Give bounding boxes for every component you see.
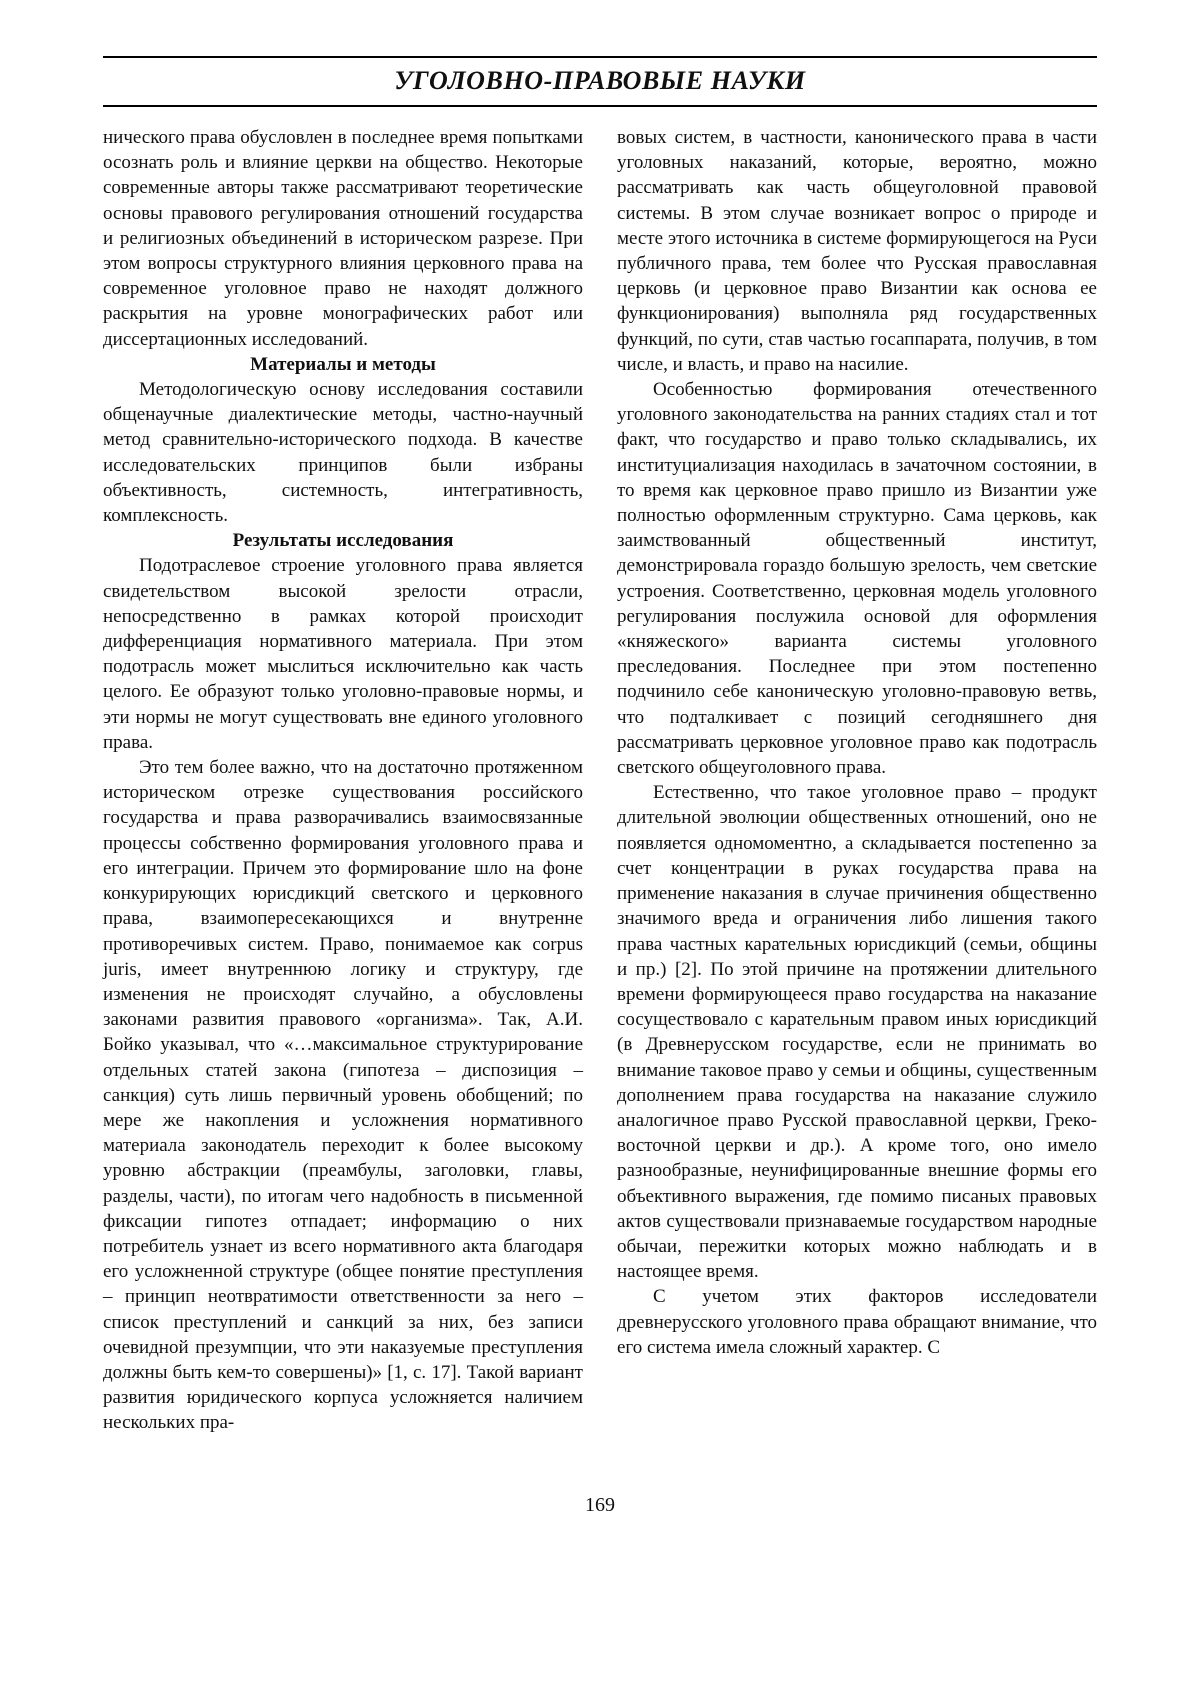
header-rule-bottom: [103, 105, 1097, 107]
paragraph-methods: Методологическую основу исследования составили общенаучные диалектические методы, частно-научный метод сравнительно-исторического подхода. В качестве исследовательских принципов были избраны объективность, системность, интегративность, комплексность.: [103, 379, 583, 527]
paragraph-continuation: вовых систем, в частности, канонического права в части уголовных наказаний, которые, вероятно, можно рассматривать как часть общеуголовной правовой системы. В этом случае возникает вопрос о природе и месте этого источника в системе формирующегося на Руси публичного права, тем более что Русская православная церковь (и церковное право Византии как основа ее функционирования) выполняла ряд государственных функций, по сути, став частью госаппарата, получив, в том числе, и власть, и право на насилие.: [617, 127, 1097, 375]
paragraph-results-2: Это тем более важно, что на достаточно протяженном историческом отрезке существования российского государства и права разворачивались взаимосвязанные процессы собственно формирования уголовного права и его интеграции. Причем это формирование шло на фоне конкурирующих юрисдикций светского и церковного права, взаимопересекающихся и внутренне противоречивых систем. Право, понимаемое как corpus juris, имеет внутреннюю логику и структуру, где изменения не происходят случайно, а обусловлены законами развития правового «организма». Так, А.И. Бойко указывал, что «…максимальное структурирование отдельных статей закона (гипотеза – диспозиция – санкция) суть лишь первичный уровень обобщений; по мере же накопления и усложнения нормативного материала законодатель переходит к более высокому уровню абстракции (преамбулы, заголовки, главы, разделы, части), по итогам чего надобность в письменной фиксации гипотез отпадает; информацию о них потребитель узнает из всего нормативного акта благодаря его усложненной структуре (общее понятие преступления – принцип неотвратимости ответственности за него – список преступлений и санкций за них, без записи очевидной презумпции, что эти наказуемые преступления должны быть кем-то совершены)» [1, с. 17]. Такой вариант развития юридического корпуса усложняется наличием нескольких пра-: [103, 757, 583, 1434]
right-column: [617, 125, 1097, 1436]
page-number: 169: [585, 1494, 615, 1516]
paragraph-results-1: Подотраслевое строение уголовного права является свидетельством высокой зрелости отрасли, непосредственно в рамках которой происходит дифференциация нормативного материала. При этом подотрасль может мыслиться исключительно как часть целого. Ее образуют только уголовно-правовые нормы, и эти нормы не могут существовать вне единого уголовного права.: [103, 555, 583, 753]
paragraph: С учетом этих факторов исследователи древнерусского уголовного права обращают внимание, что его система имела сложный характер. С: [617, 1286, 1097, 1358]
running-head-title: УГОЛОВНО-ПРАВОВЫЕ НАУКИ: [394, 66, 806, 95]
section-heading-materials-methods: Материалы и методы: [250, 353, 436, 375]
paragraph: Особенностью формирования отечественного уголовного законодательства на ранних стадиях стал и тот факт, что государство и право только складывались, их институциализация находилась в зачаточном состоянии, в то время как церковное право пришло из Византии уже полностью оформленным структурно. Сама церковь, как заимствованный общественный институт, демонстрировала гораздо большую зрелость, чем светские устроения. Соответственно, церковная модель уголовного регулирования послужила основой для оформления «княжеского» варианта системы уголовного преследования. Последнее при этом постепенно подчинило себе каноническую уголовно-правовую ветвь, что подталкивает с позиций сегодняшнего дня рассматривать церковное уголовное право как подотрасль светского общеуголовного права.: [617, 379, 1097, 779]
paragraph-continuation: нического права обусловлен в последнее время попытками осознать роль и влияние церкви на общество. Некоторые современные авторы также рассматривают теоретические основы правового регулирования отношений государства и религиозных объединений в историческом разрезе. При этом вопросы структурного влияния церковного права на современное уголовное право не находят должного раскрытия на уровне монографических работ или диссертационных исследований.: [103, 127, 583, 350]
section-heading-results: Результаты исследования: [232, 530, 454, 552]
page-header: [103, 56, 1097, 107]
paragraph: Естественно, что такое уголовное право – продукт длительной эволюции общественных отношений, оно не появляется одномоментно, а складывается постепенно за счет концентрации в руках государства права на применение наказания в случае причинения общественно значимого вреда и ограничения либо лишения такого права частных карательных юрисдикций (семьи, общины и пр.) [2]. По этой причине на протяжении длительного времени формирующееся право государства на наказание сосуществовало с карательным правом иных юрисдикций (в Древнерусском государстве, если не принимать во внимание таковое право у семьи и общины, существенным дополнением права государства на наказание служило аналогичное право Русской православной церкви, Греко-восточной церкви и др.). А кроме того, оно имело разнообразные, неунифицированные внешние формы его объективного выражения, где помимо писаных правовых актов существовали признаваемые государством народные обычаи, пережитки которых можно наблюдать и в настоящее время.: [617, 782, 1097, 1283]
left-column: [103, 125, 583, 1436]
two-column-body: [103, 125, 1097, 1436]
